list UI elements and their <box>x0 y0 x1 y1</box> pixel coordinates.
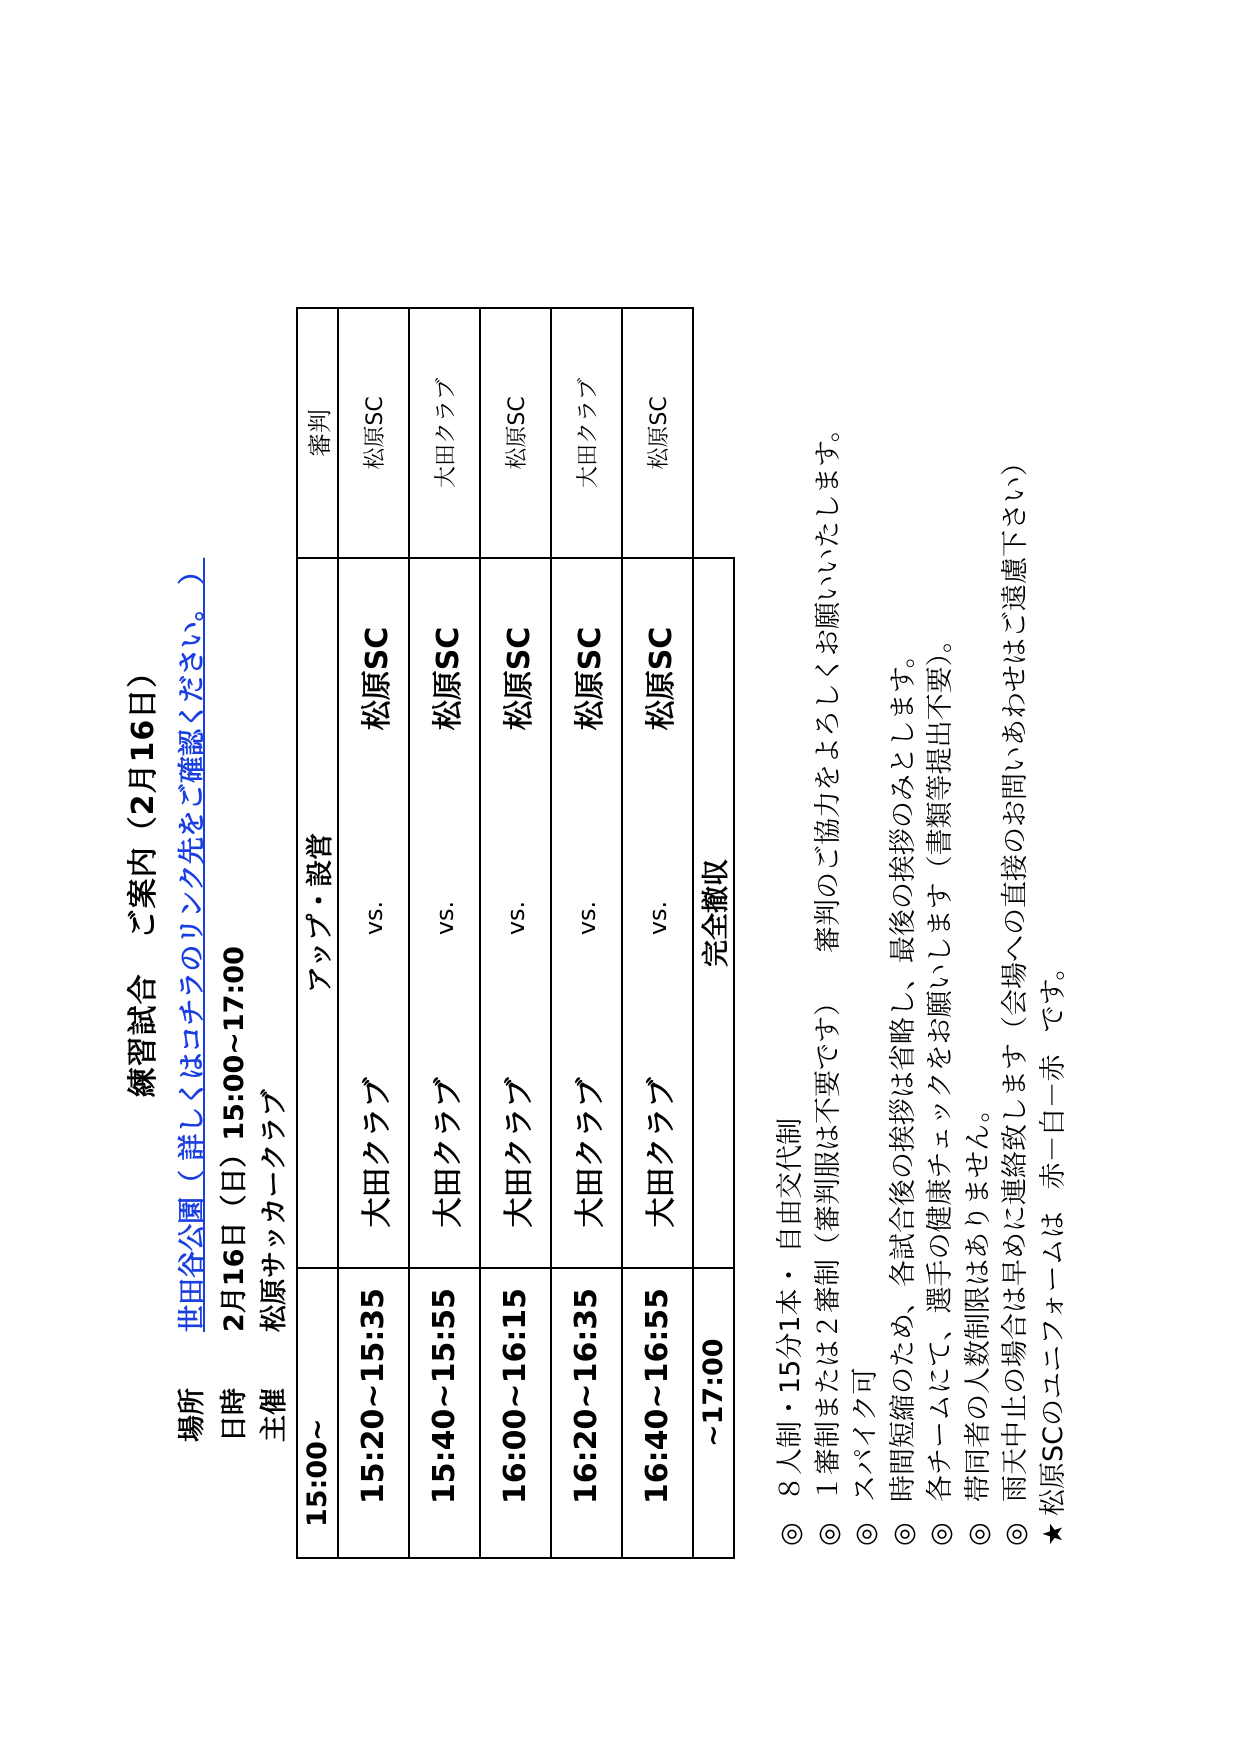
table-row <box>551 308 622 1558</box>
note-text: ８人制・15分1本・ 自由交代制 <box>775 1117 806 1502</box>
note-text: 時間短縮のため、各試合後の挨拶は省略し、最後の挨拶のみとします。 <box>887 641 919 1502</box>
bullet-mark: ◎ <box>925 1522 956 1546</box>
host-value: 松原サッカークラブ <box>259 1089 290 1332</box>
note-item <box>1035 415 1073 1546</box>
referee-header: 審判 <box>297 308 338 558</box>
schedule-table <box>296 307 735 1559</box>
info-place-row <box>170 558 209 1442</box>
match-time: 16:40~16:55 <box>622 1268 693 1558</box>
info-date-row <box>212 946 251 1442</box>
table-row <box>622 308 693 1558</box>
match-time: 16:20~16:35 <box>551 1268 622 1558</box>
note-text: 松原SCのユニフォームは <box>1037 1211 1069 1516</box>
table-row <box>409 308 480 1558</box>
match-time: 15:40~15:55 <box>409 1268 480 1558</box>
team-a: 大田クラブ <box>480 1038 551 1268</box>
setup-time: 15:00~ <box>297 1268 338 1558</box>
note-item <box>847 415 885 1546</box>
vs-label: vs. <box>551 798 622 1038</box>
match-time: 15:20~15:35 <box>338 1268 409 1558</box>
table-row <box>693 308 734 1558</box>
match-time: 16:00~16:15 <box>480 1268 551 1558</box>
team-a: 大田クラブ <box>622 1038 693 1268</box>
note-text: スパイク可 <box>850 1367 881 1502</box>
bullet-mark: ◎ <box>887 1522 919 1546</box>
bullet-mark: ◎ <box>775 1522 806 1546</box>
team-b: 松原SC <box>409 558 480 798</box>
team-a: 大田クラブ <box>409 1038 480 1268</box>
place-link[interactable]: 世田谷公園（ 詳しくはコチラのリンク先をご確認ください。 ） <box>177 557 208 1332</box>
note-item <box>960 415 998 1546</box>
info-host-row <box>252 1090 291 1442</box>
title-sub: ご案内（2月16日） <box>126 656 161 940</box>
empty-cell <box>693 308 734 558</box>
page-title <box>118 0 162 1754</box>
team-b: 松原SC <box>338 558 409 798</box>
team-a: 大田クラブ <box>338 1038 409 1268</box>
note-text: 赤－白－赤 <box>1037 1054 1069 1190</box>
bullet-mark: ◎ <box>1000 1522 1031 1546</box>
note-text: 雨天中止の場合は早めに連絡致します（会場への直接のお問いあわせはご遠慮下さい） <box>1000 449 1031 1502</box>
note-item <box>922 415 960 1546</box>
note-item <box>997 415 1035 1546</box>
bullet-mark: ◎ <box>812 1522 844 1546</box>
vs-label: vs. <box>480 798 551 1038</box>
team-b: 松原SC <box>480 558 551 798</box>
table-row <box>480 308 551 1558</box>
date-label: 日時 <box>219 1388 250 1442</box>
note-item <box>810 415 848 1546</box>
end-time: ~17:00 <box>693 1268 734 1558</box>
referee: 松原SC <box>338 308 409 558</box>
note-item <box>885 415 923 1546</box>
team-a: 大田クラブ <box>551 1038 622 1268</box>
setup-label: アップ・設営 <box>297 558 338 1268</box>
table-row <box>338 308 409 1558</box>
notes-list <box>772 415 1072 1546</box>
bullet-mark: ◎ <box>962 1522 994 1546</box>
vs-label: vs. <box>622 798 693 1038</box>
note-text: です。 <box>1037 953 1069 1033</box>
vs-label: vs. <box>338 798 409 1038</box>
place-label: 場所 <box>177 1388 208 1442</box>
note-text: 審判のご協力をよろしくお願いいたします。 <box>812 415 844 953</box>
date-value: 2月16日（日）15:00~17:00 <box>219 946 250 1332</box>
host-label: 主催 <box>259 1388 290 1442</box>
note-text: 帯同者の人数制限はありません。 <box>962 1095 994 1502</box>
vs-label: vs. <box>409 798 480 1038</box>
referee: 大田クラブ <box>409 308 480 558</box>
referee: 松原SC <box>622 308 693 558</box>
team-b: 松原SC <box>551 558 622 798</box>
note-text: １審制または２審制（審判服は不要です） <box>812 989 844 1502</box>
bullet-mark: ◎ <box>850 1522 881 1546</box>
referee: 大田クラブ <box>551 308 622 558</box>
team-b: 松原SC <box>622 558 693 798</box>
referee: 松原SC <box>480 308 551 558</box>
note-item <box>772 415 810 1546</box>
star-icon: ★ <box>1037 1521 1069 1546</box>
table-row <box>297 308 338 1558</box>
end-label: 完全撤収 <box>693 558 734 1268</box>
title-main: 練習試合 <box>126 973 161 1098</box>
note-text: 各チームにて、選手の健康チェックをお願いします（書類等提出不要）。 <box>925 625 956 1502</box>
